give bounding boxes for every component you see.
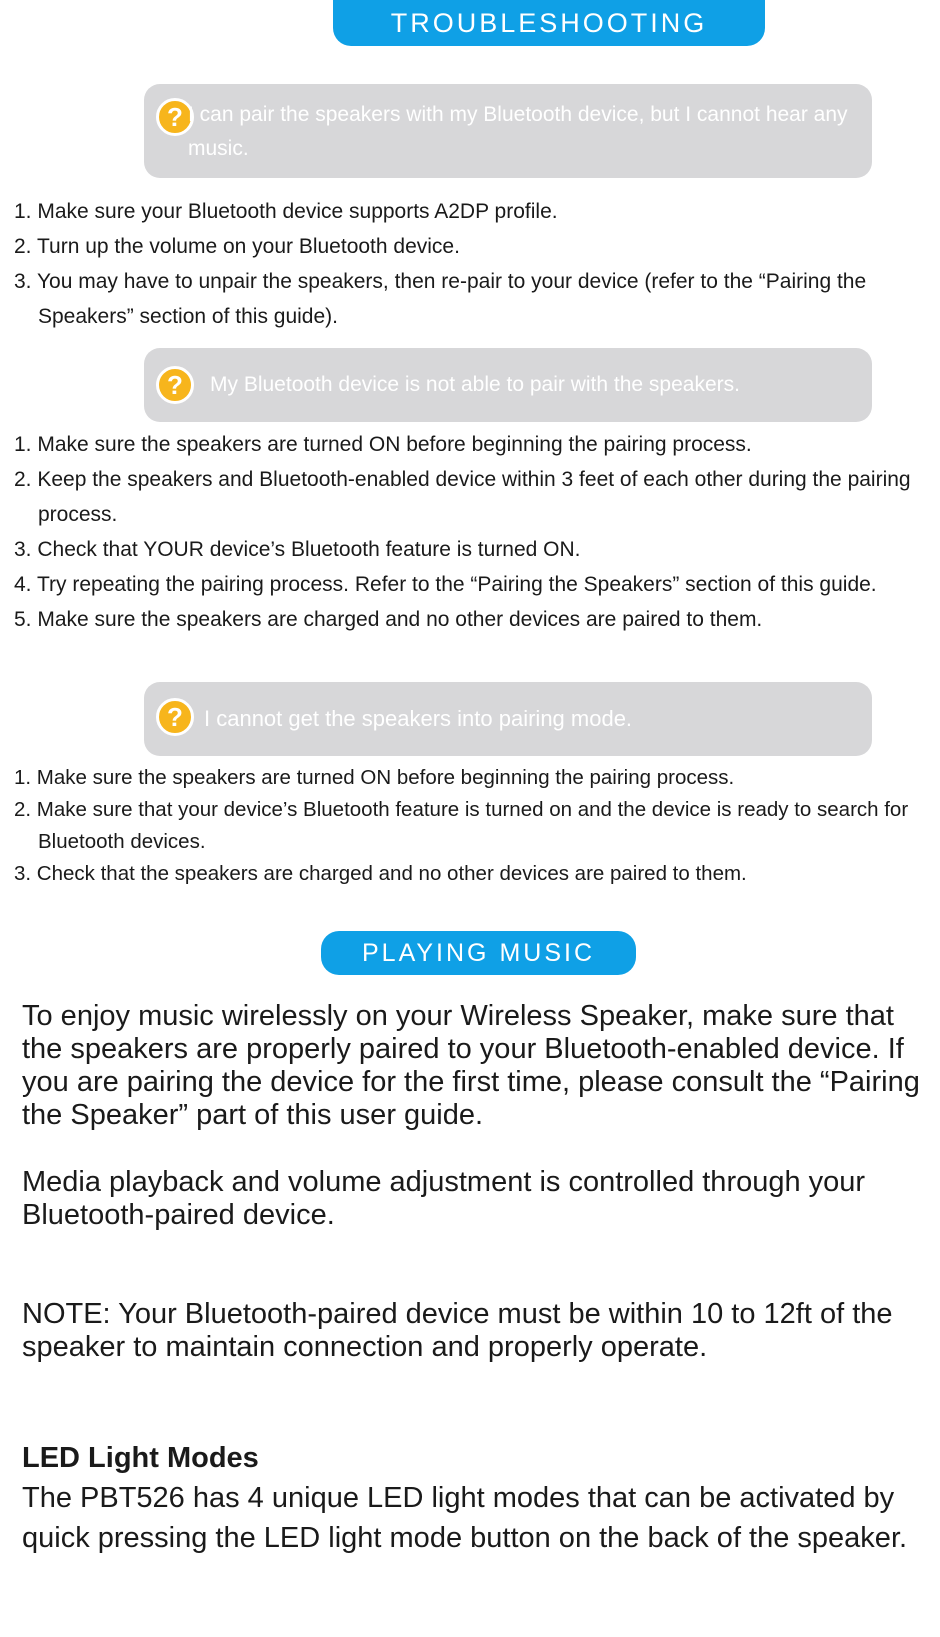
playing-music-banner: PLAYING MUSIC <box>321 931 636 975</box>
playback-control-paragraph: Media playback and volume adjustment is controlled through your Bluetooth-paired device. <box>22 1166 866 1231</box>
list-item: 3. Check that YOUR device’s Bluetooth feature is turned ON. <box>14 538 581 561</box>
playing-music-paragraph: To enjoy music wirelessly on your Wireless Speaker, make sure that the speakers are properly paired to your Bluetooth-enabled device. If you are pairing the device for the first time, please consult the “Pairing the Speaker” part of this user guide. <box>22 1000 920 1131</box>
led-section-heading: LED Light Modes <box>22 1442 259 1474</box>
question-icon: ? <box>156 698 194 736</box>
question-text: I can pair the speakers with my Bluetooth device, but I cannot hear any music. <box>188 103 848 160</box>
question-icon: ? <box>156 98 194 136</box>
question-text: I cannot get the speakers into pairing mode. <box>204 706 633 731</box>
list-item: 1. Make sure the speakers are turned ON before beginning the pairing process. <box>14 766 735 789</box>
question-text: My Bluetooth device is not able to pair with the speakers. <box>210 373 740 396</box>
steps-list-no-music <box>14 194 914 334</box>
question-box-cannot-pair <box>144 348 872 422</box>
list-item: 4. Try repeating the pairing process. Refer to the “Pairing the Speakers” section of this guide. <box>14 573 877 596</box>
steps-list-pairing-mode <box>14 762 914 890</box>
question-icon: ? <box>156 366 194 404</box>
list-item: 3. You may have to unpair the speakers, then re-pair to your device (refer to the “Pairing the Speakers” section of this guide). <box>14 270 867 328</box>
list-item: 5. Make sure the speakers are charged and no other devices are paired to them. <box>14 608 763 631</box>
list-item: 2. Make sure that your device’s Bluetooth feature is turned on and the device is ready to search for Bluetooth devices. <box>14 798 909 853</box>
list-item: 1. Make sure your Bluetooth device supports A2DP profile. <box>14 200 558 223</box>
question-box-pairing-mode <box>144 682 872 756</box>
list-item: 2. Keep the speakers and Bluetooth-enabled device within 3 feet of each other during the pairing process. <box>14 468 911 526</box>
list-item: 3. Check that the speakers are charged and no other devices are paired to them. <box>14 862 747 885</box>
steps-list-cannot-pair <box>14 427 914 637</box>
led-section-body: The PBT526 has 4 unique LED light modes that can be activated by quick pressing the LED light mode button on the back of the speaker. <box>22 1482 908 1554</box>
question-box-no-music <box>144 84 872 178</box>
troubleshooting-banner: TROUBLESHOOTING <box>333 0 765 46</box>
range-note-paragraph: NOTE: Your Bluetooth-paired device must be within 10 to 12ft of the speaker to maintain connection and properly operate. <box>22 1298 893 1363</box>
list-item: 1. Make sure the speakers are turned ON before beginning the pairing process. <box>14 433 752 456</box>
list-item: 2. Turn up the volume on your Bluetooth device. <box>14 235 460 258</box>
